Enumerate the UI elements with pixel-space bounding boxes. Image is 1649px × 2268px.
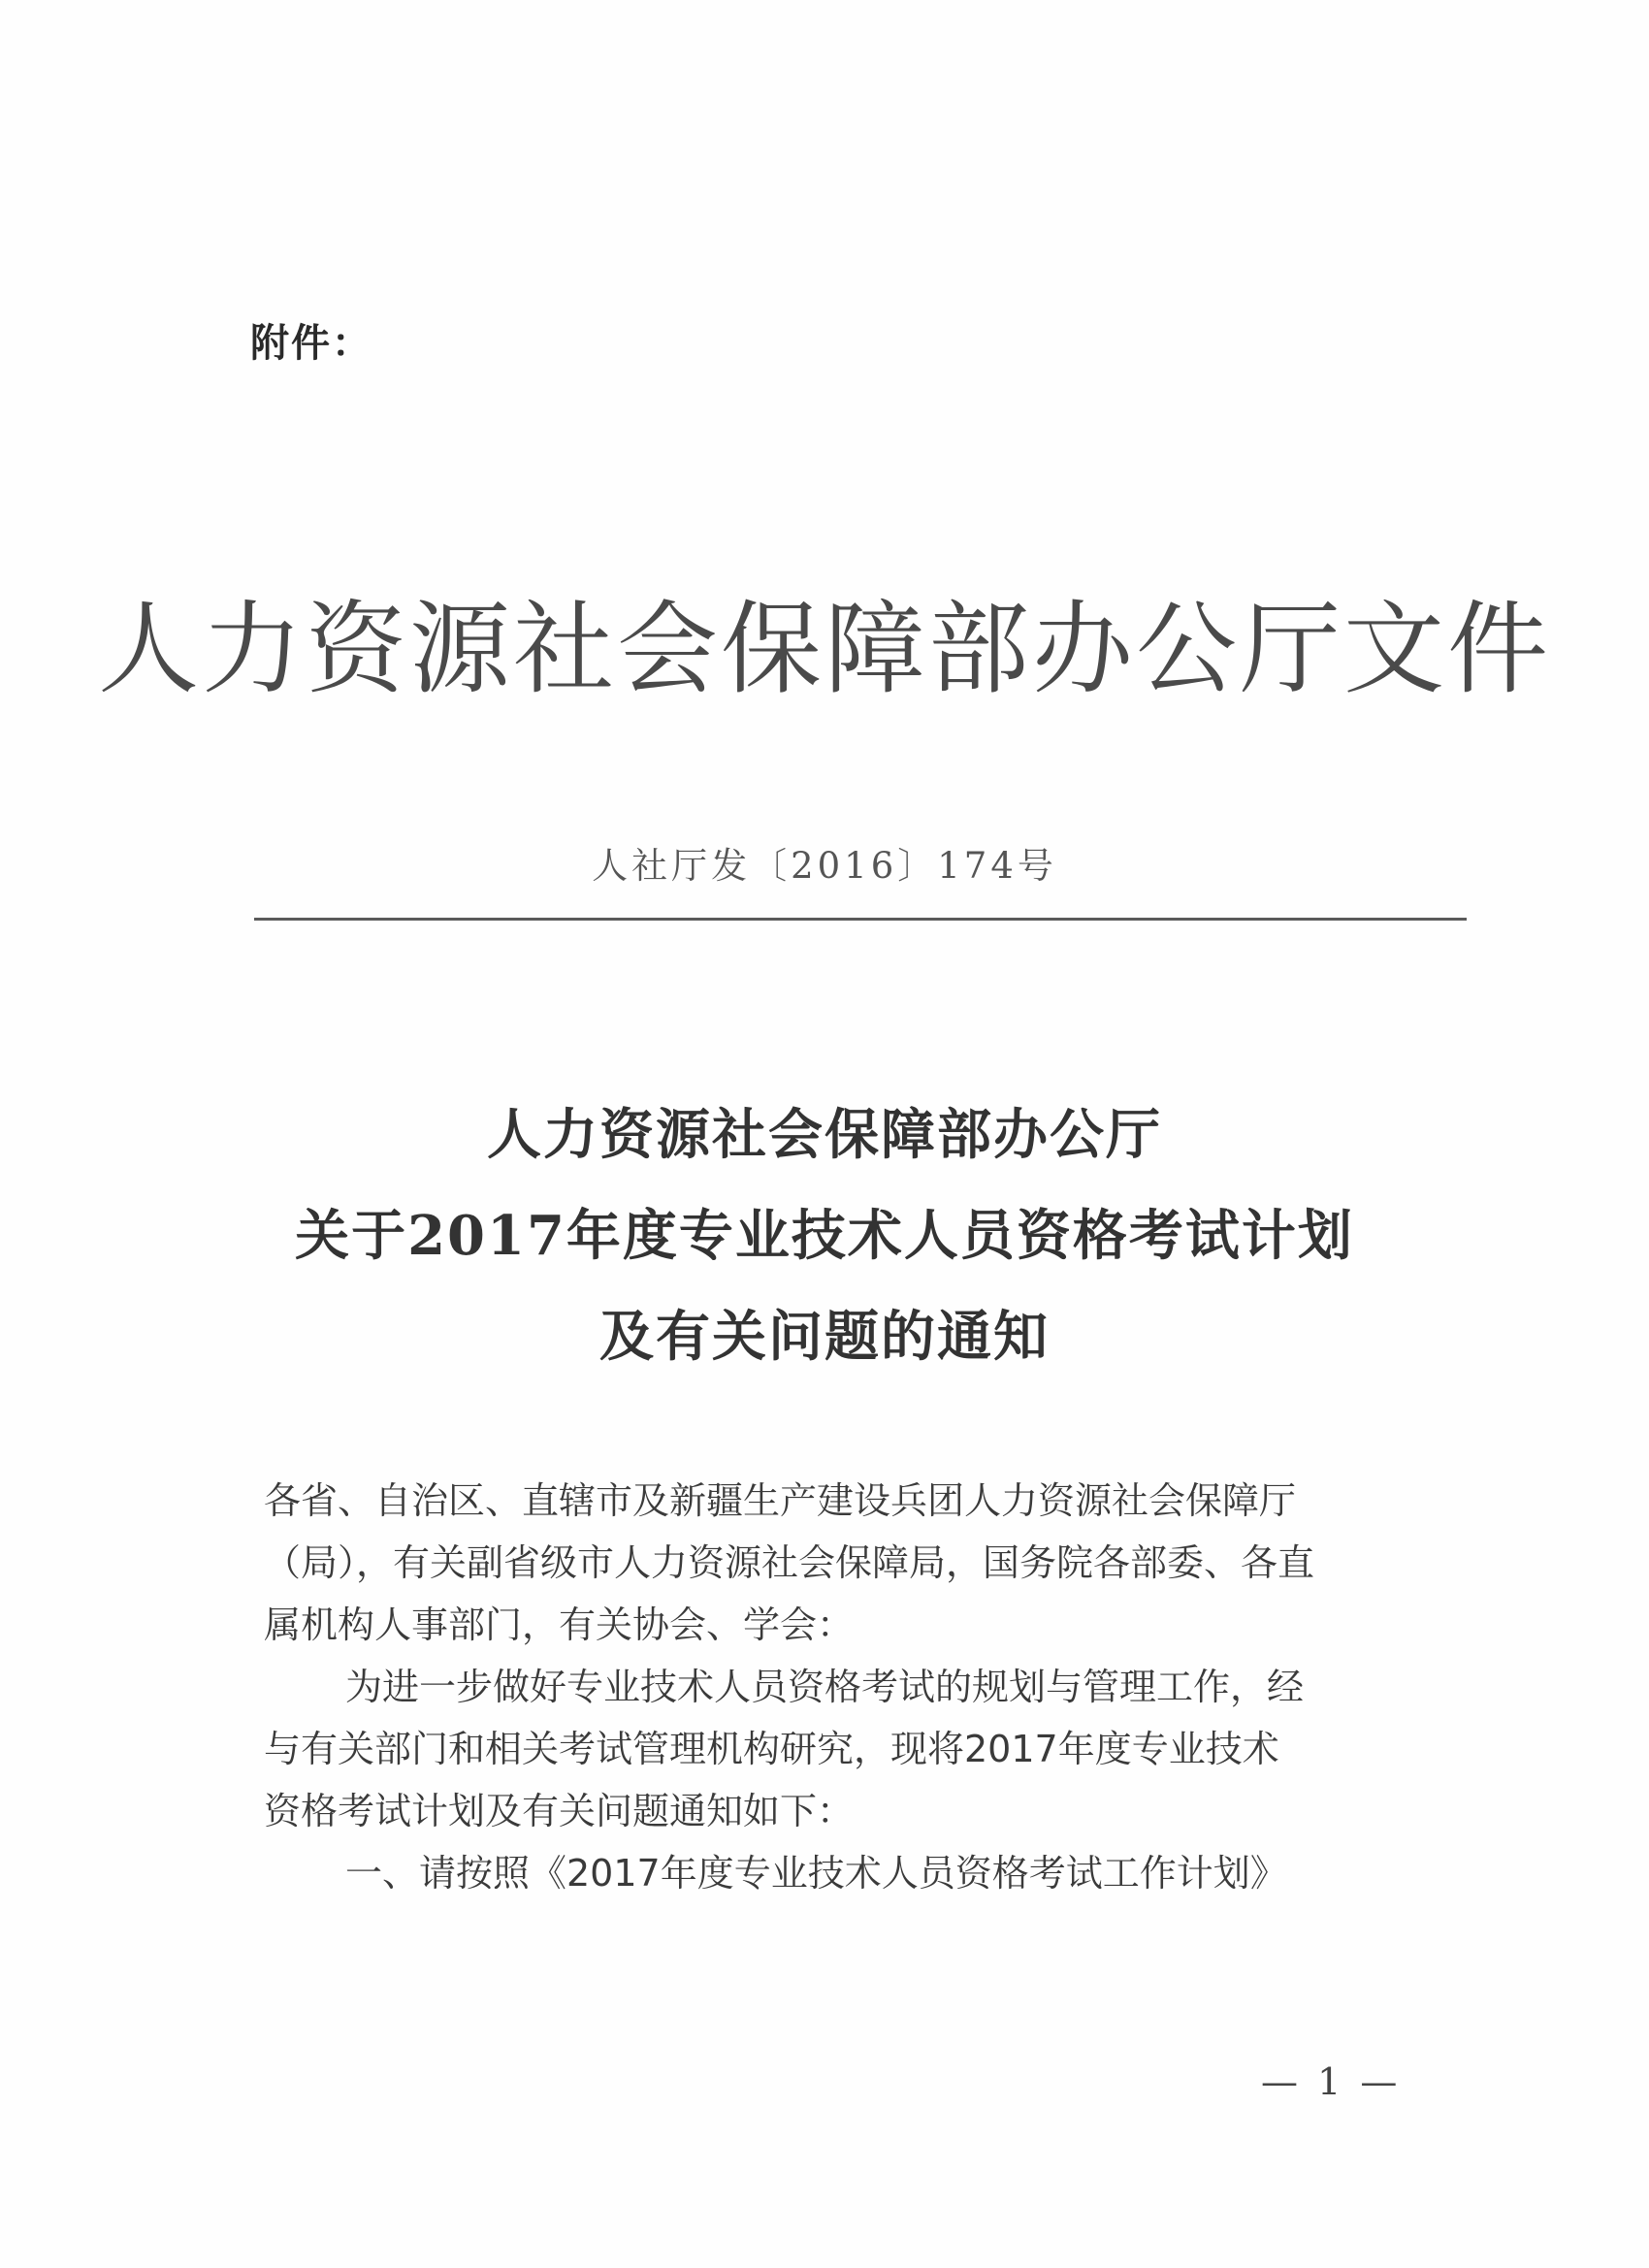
title-line-3: 及有关问题的通知 [599, 1305, 1050, 1369]
page-number: — 1 — [1261, 2060, 1402, 2103]
addressee-line-3: 属机构人事部门，有关协会、学会： [264, 1604, 855, 1646]
title-line-1: 人力资源社会保障部办公厅 [487, 1103, 1162, 1167]
header-divider-line [254, 918, 1467, 921]
paragraph-line-2: 与有关部门和相关考试管理机构研究，现将2017年度专业技术 [264, 1728, 1279, 1770]
issuer-header: 人力资源社会保障部办公厅文件 [97, 590, 1551, 708]
addressee-line-1: 各省、自治区、直辖市及新疆生产建设兵团人力资源社会保障厅 [264, 1479, 1297, 1522]
paragraph-line-1: 为进一步做好专业技术人员资格考试的规划与管理工作，经 [345, 1666, 1305, 1708]
addressee-line-2: （局），有关副省级市人力资源社会保障局，国务院各部委、各直 [264, 1541, 1315, 1584]
document-number: 人社厅发〔2016〕174号 [592, 845, 1057, 887]
paragraph-line-4: 一、请按照《2017年度专业技术人员资格考试工作计划》 [345, 1852, 1287, 1895]
attachment-label: 附件： [250, 321, 372, 366]
title-line-2: 关于2017年度专业技术人员资格考试计划 [295, 1204, 1354, 1268]
notice-body [264, 1470, 1467, 1904]
paragraph-line-3: 资格考试计划及有关问题通知如下： [264, 1790, 855, 1832]
notice-title [0, 1085, 1649, 1387]
